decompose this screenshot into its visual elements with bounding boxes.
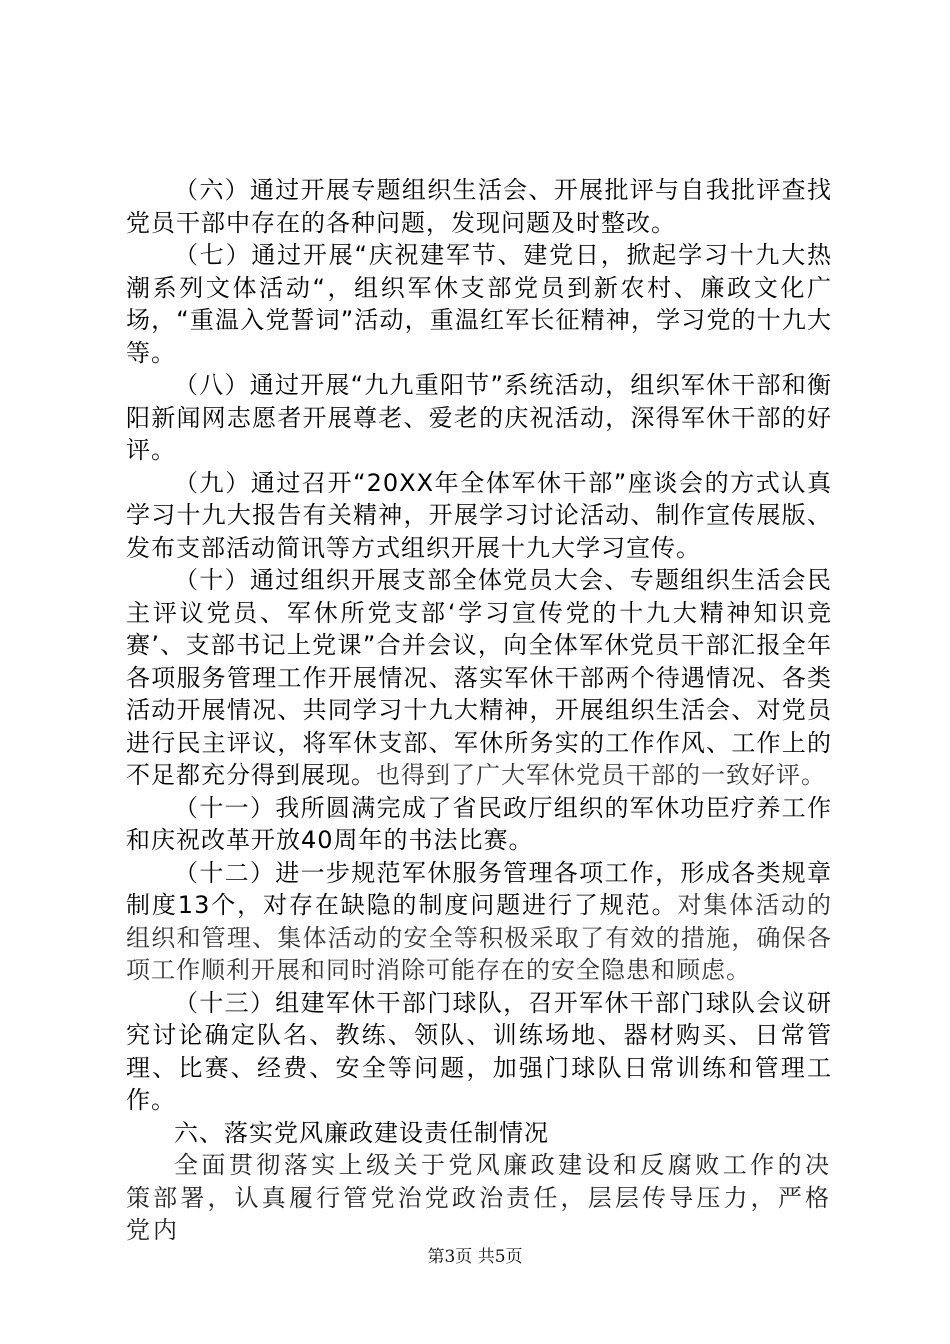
paragraph-11-text: （十一）我所圆满完成了省民政厅组织的军休功臣疗养工作和庆祝改革开放40周年的书法比赛。 [126,793,832,854]
paragraph-10-text: （十）通过组织开展支部全体党员大会、专题组织生活会民主评议党员、军休所党支部‘学习宣传党的十九大精神知识竞赛’、支部书记上党课”合并会议，向全体军休党员干部汇报全年各项服务管理工作开展情况、落实军休干部两个待遇情况、各类活动开展情况、共同学习十九大精神，开展组织生活会、对党员进行民主评议，将军休支部、军休所务实的工作作风、工作上的不足都充分得到展现。 [126,566,832,789]
paragraph-8-text: （八）通过开展“九九重阳节”系统活动，组织军休干部和衡阳新闻网志愿者开展尊老、爱老的庆祝活动，深得军休干部的好评。 [126,371,832,464]
body-text [126,174,832,1247]
closing-paragraph: 全面贯彻落实上级关于党风廉政建设和反腐败工作的决策部署，认真履行管党治党政治责任，层层传导压力，严格党内 [126,1151,832,1244]
paragraph-12 [126,857,832,987]
paragraph-7 [126,239,832,369]
paragraph-9 [126,467,832,565]
section-heading: 六、落实党风廉政建设责任制情况 [174,1118,549,1147]
paragraph-10-tail: 也得到了广大军休党员干部的一致好评。 [376,761,826,789]
paragraph-8 [126,369,832,467]
paragraph-6 [126,174,832,239]
paragraph-9-text: （九）通过召开“20XX年全体军休干部”座谈会的方式认真学习十九大报告有关精神，开展学习讨论活动、制作宣传展版、发布支部活动简讯等方式组织开展十九大学习宣传。 [126,468,832,562]
paragraph-11 [126,792,832,857]
paragraph-13-text: （十三）组建军休干部门球队，召开军休干部门球队会议研究讨论确定队名、教练、领队、训练场地、器材购买、日常管理、比赛、经费、安全等问题，加强门球队日常训练和管理工作。 [126,988,832,1114]
paragraph-12-tail: 对集体活动的组织和管理、集体活动的安全等积极采取了有效的措施，确保各项工作顺利开展和同时消除可能存在的安全隐患和顾虑。 [126,891,832,984]
paragraph-7-text: （七）通过开展“庆祝建军节、建党日，掀起学习十九大热潮系列文体活动“，组织军休支部党员到新农村、廉政文化广场，“重温入党誓词”活动，重温红军长征精神，学习党的十九大等。 [126,241,832,367]
paragraph-10 [126,564,832,792]
page-number-footer: 第3页 共5页 [427,1247,523,1267]
paragraph-6-text: （六）通过开展专题组织生活会、开展批评与自我批评查找党员干部中存在的各种问题，发现问题及时整改。 [126,176,832,237]
paragraph-13 [126,987,832,1117]
paragraph-12-text: （十二）进一步规范军休服务管理各项工作，形成各类规章制度13个，对存在缺隐的制度问题进行了规范。 [126,858,832,919]
